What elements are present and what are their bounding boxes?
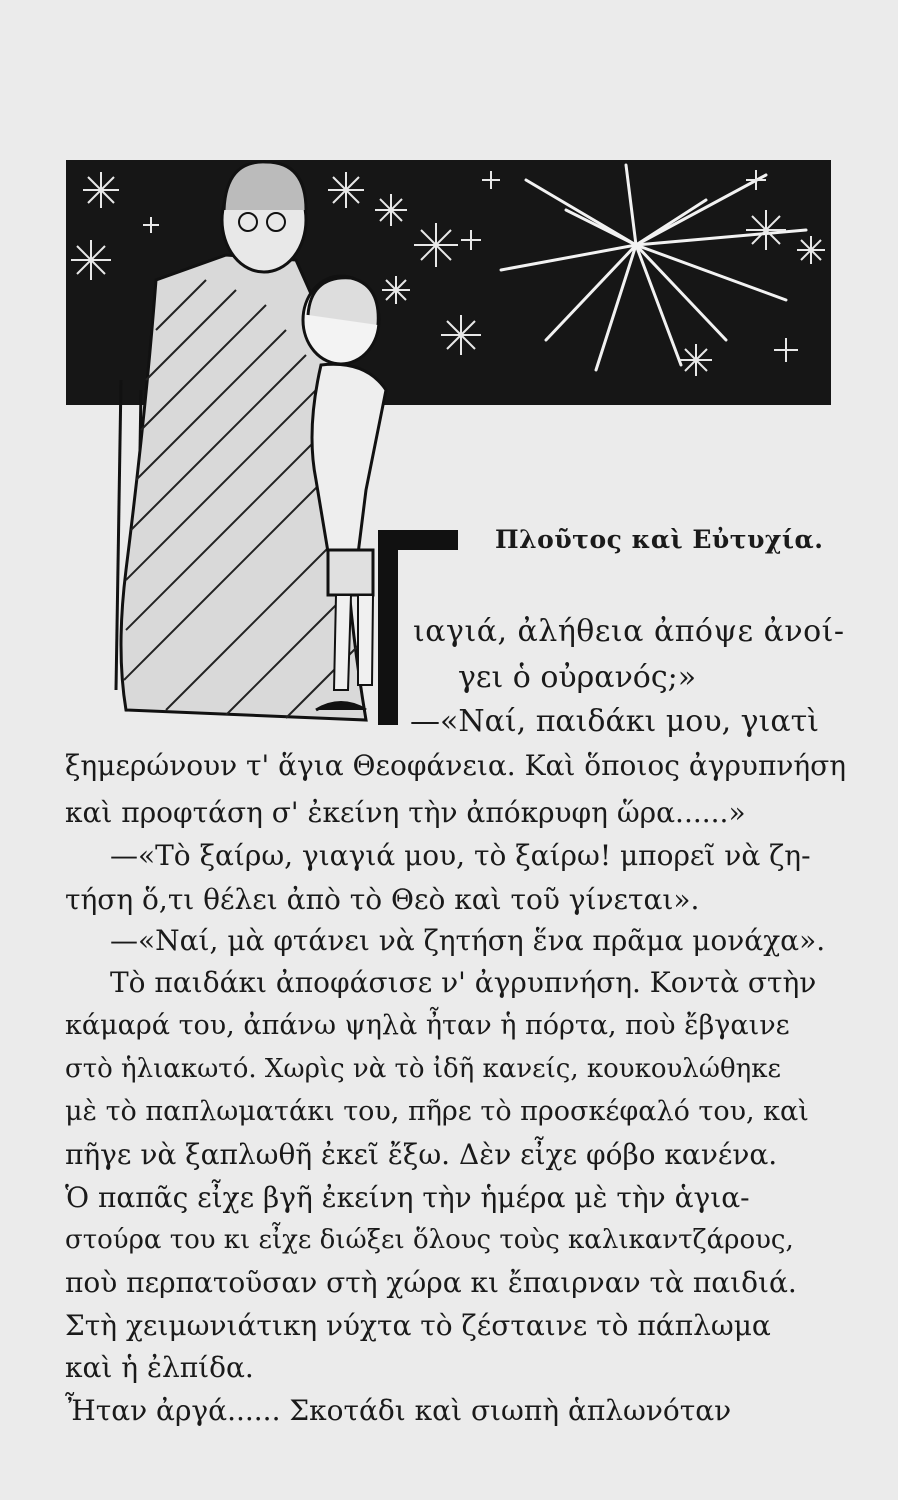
text-line: στὸ ἡλιακωτό. Χωρὶς νὰ τὸ ἰδῆ κανείς, κουκουλώθηκε (65, 1054, 781, 1084)
text-line: ξημερώνουν τ' ἅγια Θεοφάνεια. Καὶ ὅποιος ἀγρυπνήση (65, 749, 847, 782)
text-line: ιαγιά, ἀλήθεια ἀπόψε ἀνοί- (413, 614, 845, 649)
text-line: τήση ὅ,τι θέλει ἀπὸ τὸ Θεὸ καὶ τοῦ γίνεται». (65, 883, 700, 916)
text-line: καὶ ἡ ἐλπίδα. (65, 1351, 254, 1384)
star-icon (441, 315, 481, 355)
text-line: γει ὁ οὐρανός;» (458, 660, 697, 695)
text-line: πῆγε νὰ ξαπλωθῆ ἐκεῖ ἔξω. Δὲν εἶχε φόβο κανένα. (65, 1138, 778, 1171)
star-icon (382, 276, 410, 304)
text-line: Τὸ παιδάκι ἀποφάσισε ν' ἀγρυπνήση. Κοντὰ στὴν (110, 966, 817, 999)
text-line: μὲ τὸ παπλωματάκι του, πῆρε τὸ προσκέφαλό του, καὶ (65, 1096, 809, 1127)
text-line: ποὺ περπατοῦσαν στὴ χώρα κι ἔπαιρναν τὰ παιδιά. (65, 1266, 797, 1299)
text-line: Ἦταν ἀργά...... Σκοτάδι καὶ σιωπὴ ἁπλωνόταν (65, 1394, 732, 1427)
text-line: στούρα του κι εἶχε διώξει ὅλους τοὺς καλικαντζάρους, (65, 1225, 794, 1255)
star-icon (71, 240, 111, 280)
star-icon (746, 210, 786, 250)
text-line: κάμαρά του, ἀπάνω ψηλὰ ἦταν ἡ πόρτα, ποὺ ἔβγαινε (65, 1010, 790, 1041)
text-line: Ὁ παπᾶς εἶχε βγῆ ἐκείνη τὴν ἡμέρα μὲ τὴν ἁγια- (65, 1181, 750, 1214)
chapter-title: Πλοῦτος καὶ Εὐτυχία. (495, 525, 824, 554)
text-line: —«Ναί, μὰ φτάνει νὰ ζητήση ἕνα πρᾶμα μονάχα». (110, 924, 826, 957)
star-icon (328, 172, 364, 208)
star-icon (83, 172, 119, 208)
text-line: —«Τὸ ξαίρω, γιαγιά μου, τὸ ξαίρω! μπορεῖ νὰ ζη- (110, 839, 811, 872)
star-icon (797, 236, 825, 264)
text-line: —«Ναί, παιδάκι μου, γιατὶ (410, 704, 819, 739)
text-line: καὶ προφτάση σ' ἐκείνη τὴν ἀπόκρυφη ὥρα......» (65, 796, 746, 829)
text-line: Στὴ χειμωνιάτικη νύχτα τὸ ζέσταινε τὸ πάπλωμα (65, 1309, 771, 1342)
